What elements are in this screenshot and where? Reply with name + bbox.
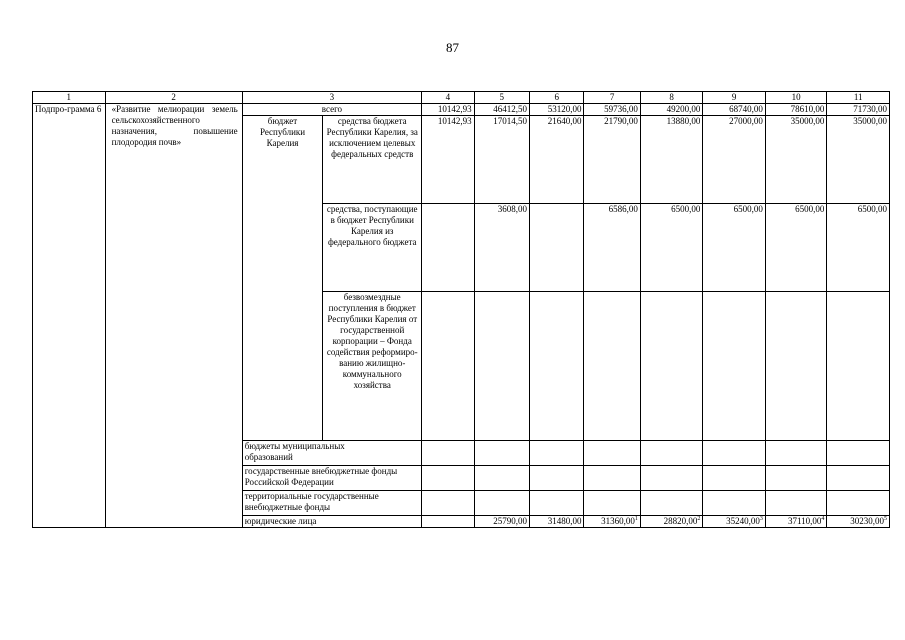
column-number: 9	[703, 92, 766, 104]
column-number: 8	[640, 92, 703, 104]
legal-entities-value: 35240,00$^3$	[703, 516, 766, 528]
source-value	[422, 491, 474, 516]
source-value: 6500,00	[827, 204, 890, 292]
source-value	[827, 292, 890, 441]
total-value: 46412,50	[474, 104, 529, 116]
total-value: 71730,00	[827, 104, 890, 116]
source-value	[530, 466, 584, 491]
footnote-mark: 5	[884, 516, 887, 522]
total-label: всего	[242, 104, 421, 116]
total-value: 10142,93	[422, 104, 474, 116]
source-value	[530, 292, 584, 441]
source-value	[530, 441, 584, 466]
column-number: 10	[765, 92, 827, 104]
source-value	[765, 441, 827, 466]
budget-table	[32, 91, 890, 528]
source-value: 35000,00	[765, 116, 827, 204]
source-value	[474, 292, 529, 441]
legal-entities-value	[422, 516, 474, 528]
source-value: 27000,00	[703, 116, 766, 204]
legal-entities-value: 30230,00$^5$	[827, 516, 890, 528]
source-value	[765, 491, 827, 516]
source-label: территориальные государственные внебюджетные фонды	[242, 491, 421, 516]
source-value	[703, 491, 766, 516]
source-label: бюджеты муниципальных образований	[242, 441, 421, 466]
footnote-mark: 1	[634, 516, 638, 522]
column-number: 4	[422, 92, 474, 104]
source-value	[765, 292, 827, 441]
column-number-row	[33, 92, 890, 104]
source-value: 17014,50	[474, 116, 529, 204]
column-number: 11	[827, 92, 890, 104]
source-label: юридические лица	[242, 516, 421, 528]
column-number: 5	[474, 92, 529, 104]
column-number: 1	[33, 92, 106, 104]
total-value: 49200,00	[640, 104, 703, 116]
source-label: государственные внебюджетные фонды Российской Федерации	[242, 466, 421, 491]
source-value	[765, 466, 827, 491]
column-number: 2	[105, 92, 242, 104]
column-number: 7	[584, 92, 640, 104]
source-label: средства бюджета Республики Карелия, за исключением целевых федеральных средств	[323, 116, 422, 204]
source-value	[827, 441, 890, 466]
source-value: 13880,00	[640, 116, 703, 204]
legal-entities-value: 31360,00$^1$	[584, 516, 640, 528]
source-value	[584, 466, 640, 491]
legal-entities-value: 37110,00$^4$	[765, 516, 827, 528]
program-name: «Развитие мелиорации земель сельскохозяйственного назначения, повышение плодородия почв»	[105, 104, 242, 528]
column-number: 6	[530, 92, 584, 104]
total-value: 59736,00	[584, 104, 640, 116]
source-value	[827, 491, 890, 516]
source-value	[703, 466, 766, 491]
footnote-mark: 4	[821, 516, 825, 522]
source-value	[703, 441, 766, 466]
total-value: 78610,00	[765, 104, 827, 116]
source-value: 6586,00	[584, 204, 640, 292]
source-value	[474, 466, 529, 491]
source-value: 21790,00	[584, 116, 640, 204]
source-value: 35000,00	[827, 116, 890, 204]
column-number: 3	[242, 92, 421, 104]
legal-entities-value: 25790,00	[474, 516, 529, 528]
source-label: средства, поступающие в бюджет Республики Карелия из федерального бюджета	[323, 204, 422, 292]
total-row	[33, 104, 890, 116]
program-code: Подпро-грамма 6	[33, 104, 106, 528]
source-value	[640, 292, 703, 441]
source-value	[474, 491, 529, 516]
source-value: 10142,93	[422, 116, 474, 204]
source-value	[584, 292, 640, 441]
source-value	[584, 441, 640, 466]
page-number: 87	[446, 40, 459, 55]
source-value	[640, 466, 703, 491]
source-value	[530, 204, 584, 292]
footnote-mark: 2	[697, 516, 701, 522]
source-value	[474, 441, 529, 466]
source-value	[827, 466, 890, 491]
source-value: 6500,00	[640, 204, 703, 292]
source-value: 6500,00	[703, 204, 766, 292]
republic-budget-label: бюджет Республики Карелия	[242, 116, 323, 441]
source-value	[422, 466, 474, 491]
source-value	[422, 204, 474, 292]
source-value	[422, 441, 474, 466]
source-value	[530, 491, 584, 516]
total-value: 68740,00	[703, 104, 766, 116]
source-value: 21640,00	[530, 116, 584, 204]
source-value	[422, 292, 474, 441]
legal-entities-value: 28820,00$^2$	[640, 516, 703, 528]
source-value	[584, 491, 640, 516]
source-value	[703, 292, 766, 441]
source-value	[640, 441, 703, 466]
source-value: 6500,00	[765, 204, 827, 292]
total-value: 53120,00	[530, 104, 584, 116]
legal-entities-value: 31480,00	[530, 516, 584, 528]
footnote-mark: 3	[759, 516, 763, 522]
source-value: 3608,00	[474, 204, 529, 292]
source-label: безвозмездные поступления в бюджет Республики Карелия от государственной корпорации – Фонда содействия реформиро-ванию жилищно-коммунального хозяйства	[323, 292, 422, 441]
source-value	[640, 491, 703, 516]
